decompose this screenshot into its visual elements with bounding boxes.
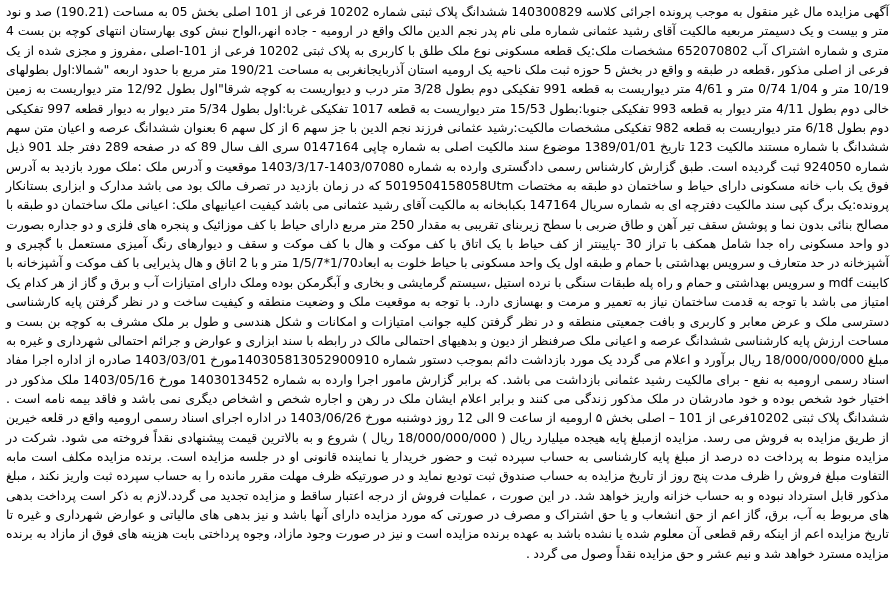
auction-notice-text: آگهی مزایده مال غیر منقول به موجب پرونده اجرائی کلاسه 140300829 ششدانگ پلاک ثبتی شماره 10202 فرعی از 101 اصلی بخش 05 به مساحت (190.21) صد و نود متر و بیست و یک دسیمتر مربعیه مالکیت آقای رشید عثمانی شماره ملی نام پدر نجم الدین مالک واقع در ارومیه - جاده انهر،الواح نبش کوی بهارستان انتهای کوچه بن بست 4 متری و شماره اشتراک آب 652070802 مشخصات ملک:یک قطعه مسکونی نوع ملک طلق با کاربری به پلاک ثبتی 10202 فرعی از 101-اصلی ،مفروز و مجزی شده از یک فرعی از اصلی مذکور ،قطعه در طبقه و واقع در بخش 5 حوزه ثبت ملک ناحیه یک ارومیه استان آذربایجانغربی به مساحت 190/21 متر مربع با حدود اربعه "شمالا:اول بطولهای 10/19 متر و 1/04 0/74 متر و 4/61 متر دیواریست به قطعه 991 تفکیکی دوم بطول 3/28 متر درب و دیواریست به کوچه شرقا"اول بطول 12/92 متر دیواریست به زمین خالی دوم بطول 4/11 متر دیوار به قطعه 993 تفکیکی جنوبا:بطول 15/53 متر دیواریست به قطعه 1017 تفکیکی غربا:اول بطول 5/34 متر دیوار به دیوار قطعه 997 تفکیکی دوم بطول 6/18 متر دیواریست به قطعه 982 تفکیکی مشخصات مالکیت:رشید عثمانی فرزند نجم الدین با جز سهم 6 از کل سهم 6 بعنوان ششدانگ عرصه و اعیان متن سهم ششدانگ با شماره مستند مالکیت 123 تاریخ 1389/01/01 موضوع سند مالکیت اصلی به شماره چاپی 0147164 سری الف سال 89 که در صفحه 289 دفتر جلد 901 ذیل شماره 924050 ثبت گردیده است. طبق گزارش کارشناس رسمی دادگستری وارده به شماره 1403/07080-1403/3/17 موقعیت و آدرس ملک :ملک مورد بازدید به آدرس فوق یک باب خانه مسکونی دارای حیاط و ساختمان دو طبقه به مختصات 5019504158058Utm که در زمان بازدید در تصرف مالک بود می باشد مدارک و ابزاری بستانکار پرونده:یک برگ کپی سند مالکیت دفترچه ای به شماره سریال 147164 بکبابخانه به مالکیت آقای رشید عثمانی می باشد کیفیت اعیانیهای ملک: اعیانی ملک ساختمان دو طبقه با مصالح بنائی بدون نما و پوشش سقف تیر آهن و طاق ضربی با سطح زیربنای تقریبی به مقدار 250 متر مربع دارای حیاط با کف موزائیک و پنجره های فلزی و دو جداره بصورت دو واحد مسکونی راه جدا شامل همکف با تراز 30 -پایینتر از کف حیاط با یک اتاق با کف موکت و هال با کف موکت و سقف و دیوارهای رنگ آمیزی مستعمل با گچبری و آشپزخانه در حد متعارف و سرویس بهداشتی با حمام و طبقه اول یک واحد مسکونی با حیاط خلوت به ابعاد1/70*1/5/7 متر و با 2 اتاق و هال پذیرایی با کف موکت و آشپزخانه با کابینت mdf و سرویس بهداشتی و حمام و راه پله طبقات سنگی با نرده استیل ،سیستم گرمایشی و بخاری و آبگرمکن بوده وملک دارای امتیازات آب و برق و گاز از هر کدام یک امتیاز می باشد با توجه به قدمت ساختمان نیاز به تعمیر و مرمت و بهسازی دارد. با توجه به موقعیت ملک و وضعیت منطقه و کیفیت ساخت و در نظر گرفتن پایه کارشناسی دسترسی ملک و عرض معابر و کاربری و بافت جمعیتی منطقه و در نظر گرفتن کلیه جوانب امتیازات و امکانات و شکل هندسی و طول بر ملک مشرف به کوچه بن بست و مساحت ارزش پایه کارشناسی ششدانگ عرصه و اعیانی ملک صرفنظر از دیون و بدهیهای احتمالی مالک در رابطه با سند ابزاری و عوارض و جرائم احتمالی شهرداری و غیره به مبلغ 18/000/000/000 ریال برآورد و اعلام می گردد یک مورد بازداشت دائم بموجب دستور شماره 140305813052900910مورخ 1403/03/01 صادره از اداره اجرا مفاد اسناد رسمی ارومیه به نفع - برای مالکیت رشید عثمانی بازداشت می باشد. که برابر گزارش مامور اجرا وارده به شماره 1403013452 مورخ 1403/05/16 ملک مذکور در اختیار خود شخص بوده و خود مادرشان در ملک مذکور زندگی می کنند و برابر اعلام ایشان ملک در رهن و اجاره شخص و اشخاص دیگری نمی باشد و فاقد بیمه نامه است . ششدانگ پلاک ثبتی 10202فرعی از 101 – اصلی بخش ۵ ارومیه از ساعت 9 الی 12 روز دوشنبه مورخ 1403/06/26 در اداره اجرای اسناد رسمی ارومیه واقع در قلعه خیرین از طریق مزایده به فروش می رسد. مزایده ازمبلغ پایه هیجده میلیارد ریال ( 18/000/000/000 ریال ) شروع و به بالاترین قیمت پیشنهادی نقداً فروخته می شود. شرکت در مزایده منوط به پرداخت ده درصد از مبلغ پایه کارشناسی به حساب سپرده ثبت و حضور خریدار یا نماینده قانونی او در جلسه مزایده است. برنده مزایده مکلف است مابه التفاوت مبلغ فروش را ظرف مدت پنج روز از تاریخ مزایده به حساب صندوق ثبت تودیع نماید و در صورتیکه ظرف مهلت مقرر مانده را به حساب سپرده ثبت واریز نکند ، مبلغ مذکور قابل استرداد نبوده و به حساب خزانه واریز خواهد شد. در این صورت ، عملیات فروش از درجه اعتبار ساقط و مزایده تجدید می گردد.لازم به ذکر است پرداخت بدهی های مربوط به آب، برق، گاز اعم از حق انشعاب و یا حق اشتراک و مصرف در صورتی که مورد مزایده دارای آنها باشد و نیز بدهی های مالیاتی و عوارض شهرداری و غیره تا تاریخ مزایده اعم از اینکه رقم قطعی آن معلوم شده یا نشده باشد به عهده برنده مزایده است و نیز در صورت وجود مازاد، وجوه پرداختی بابت هزینه های فوق از مازاد به برنده مزایده مسترد خواهد شد و نیم عشر و حق مزایده نقداً وصول می گردد . — [6, 4, 890, 561]
